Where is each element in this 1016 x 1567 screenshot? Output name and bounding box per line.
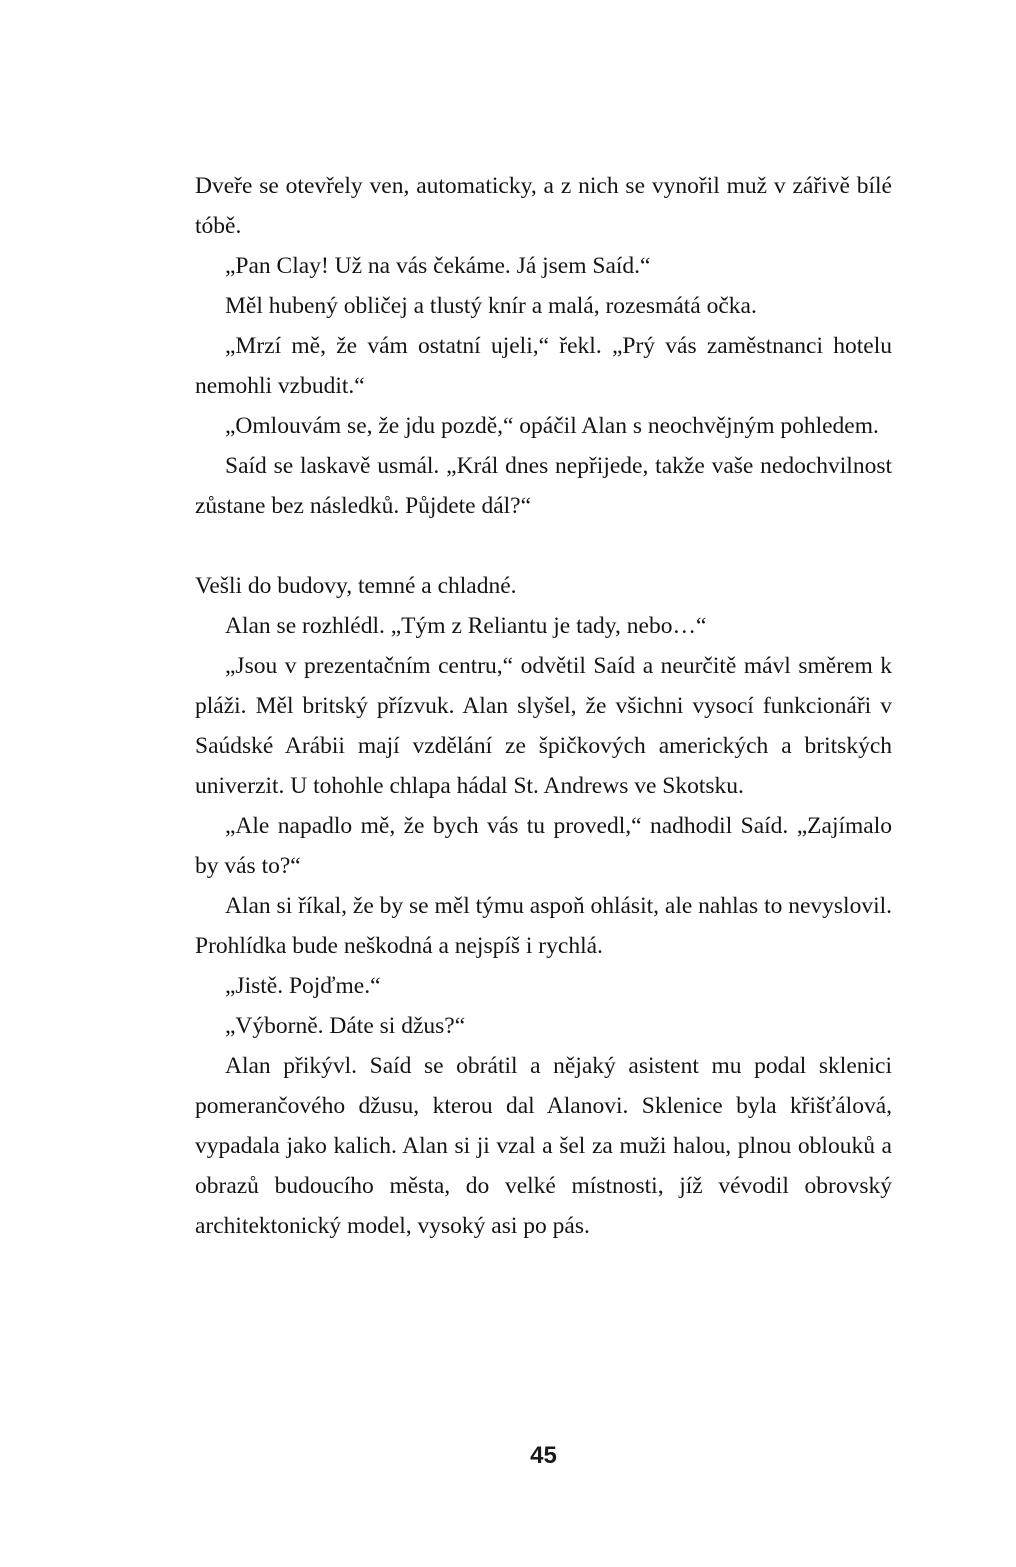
page-number: 45 [530, 1442, 557, 1469]
paragraph: Alan se rozhlédl. „Tým z Reliantu je tady, nebo…“ [225, 613, 707, 639]
paragraph: „Jsou v prezentačním centru,“ odvětil Saíd a neurčitě mávl směrem k pláži. Měl britský přízvuk. Alan slyšel, že všichni vysocí funkcionáři v Saúdské Arábii mají vzdělání ze špičkových amerických a britských univerzit. U tohohle chlapa hádal St. Andrews ve Skotsku. [195, 653, 892, 799]
text-block [195, 166, 892, 1246]
paragraph: Saíd se laskavě usmál. „Král dnes nepřijede, takže vaše nedochvilnost zůstane bez následků. Půjdete dál?“ [195, 453, 892, 519]
paragraph: „Ale napadlo mě, že bych vás tu provedl,“ nadhodil Saíd. „Zajímalo by vás to?“ [195, 813, 892, 879]
paragraph: „Omlouvám se, že jdu pozdě,“ opáčil Alan s neochvějným pohledem. [225, 413, 879, 439]
paragraph: „Pan Clay! Už na vás čekáme. Já jsem Saíd.“ [225, 253, 651, 279]
paragraph: „Mrzí mě, že vám ostatní ujeli,“ řekl. „Prý vás zaměstnanci hotelu nemohli vzbudit.“ [195, 333, 892, 399]
paragraph: Vešli do budovy, temné a chladné. [195, 573, 517, 599]
paragraph: Měl hubený obličej a tlustý knír a malá, rozesmátá očka. [225, 293, 757, 319]
paragraph: Dveře se otevřely ven, automaticky, a z nich se vynořil muž v zářivě bílé tóbě. [195, 173, 892, 239]
paragraph: „Jistě. Pojďme.“ [225, 973, 381, 999]
paragraph: Alan si říkal, že by se měl týmu aspoň ohlásit, ale nahlas to nevyslovil. Prohlídka bude neškodná a nejspíš i rychlá. [195, 893, 893, 959]
paragraph: Alan přikývl. Saíd se obrátil a nějaký asistent mu podal sklenici pomerančového džusu, kterou dal Alanovi. Sklenice byla křišťálová, vypadala jako kalich. Alan si ji vzal a šel za muži halou, plnou oblouků a obrazů budoucího města, do velké místnosti, jíž vévodil obrovský architektonický model, vysoký asi po pás. [195, 1053, 892, 1239]
paragraph: „Výborně. Dáte si džus?“ [225, 1013, 466, 1039]
